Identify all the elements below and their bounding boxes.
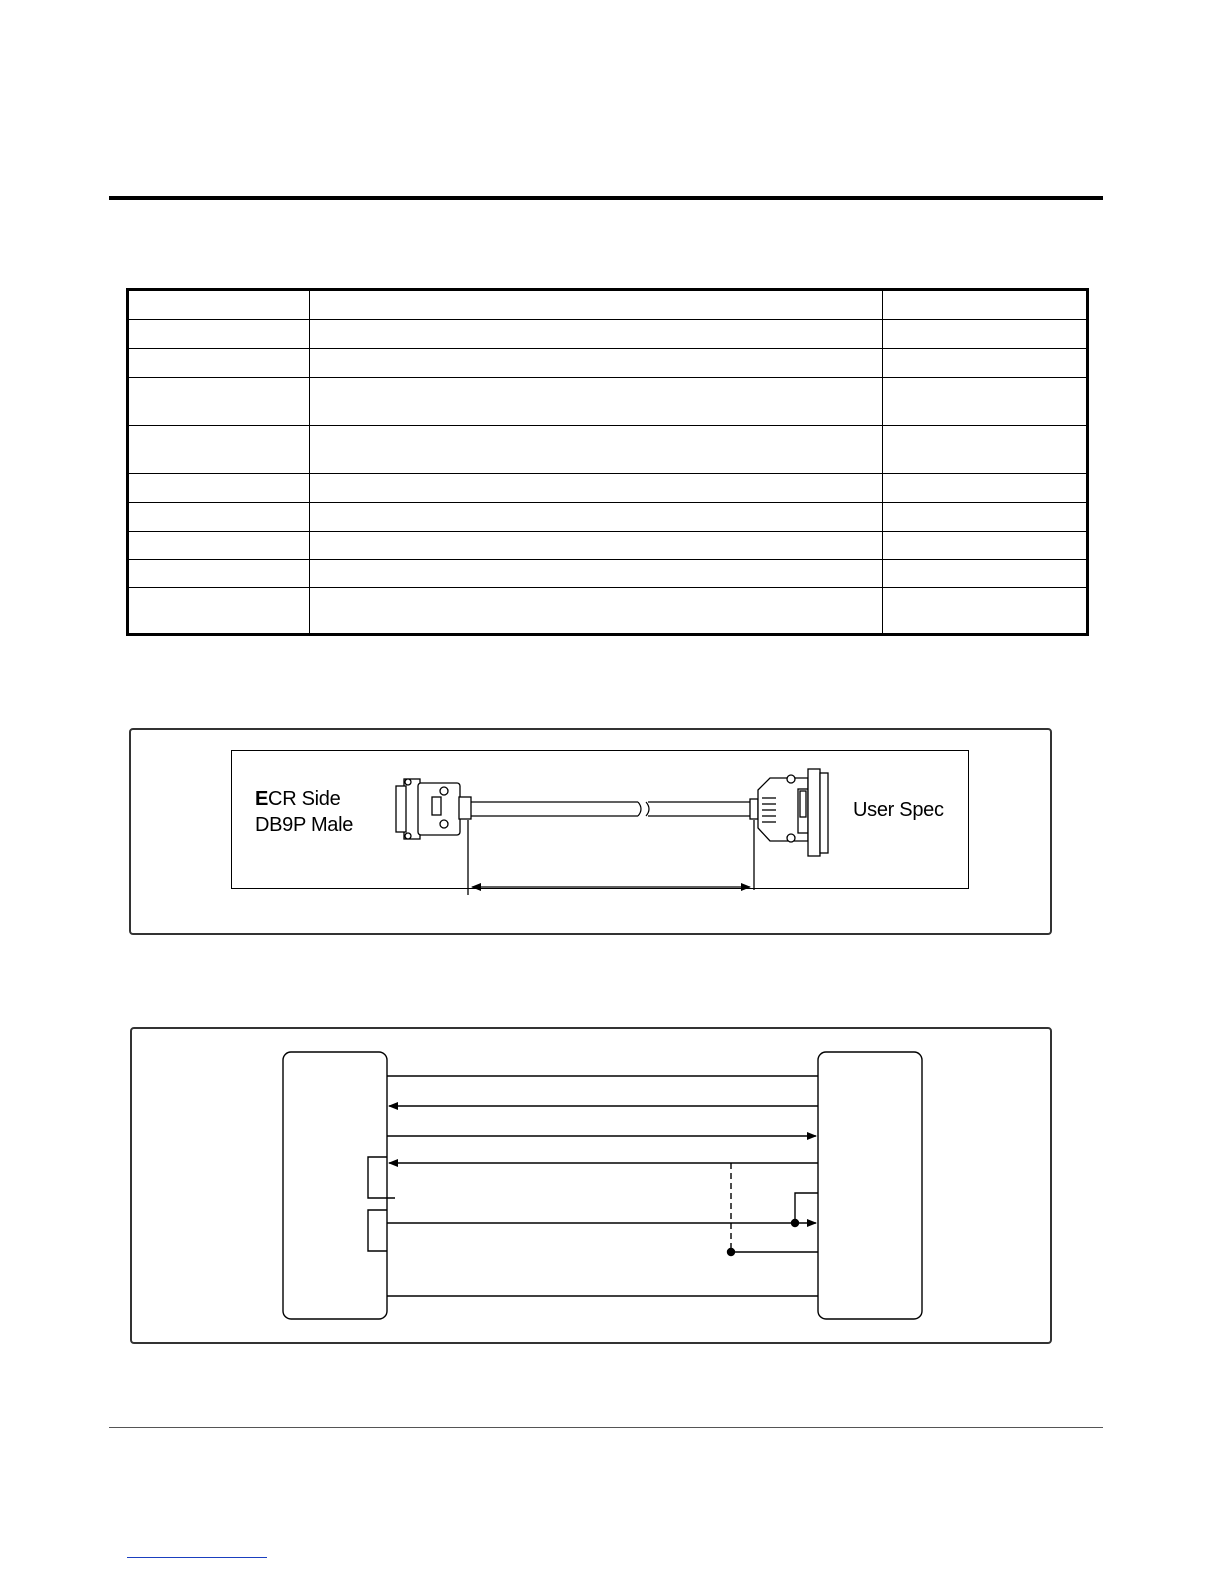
cable-line — [471, 802, 752, 816]
bottom-rule — [109, 1427, 1103, 1428]
cable-length-dimension — [468, 820, 754, 895]
wiring-panel — [130, 1027, 1052, 1344]
footer-link-underline[interactable] — [127, 1557, 267, 1558]
ecr-side-label: ECR Side — [255, 788, 341, 810]
user-spec-label: User Spec — [853, 799, 944, 821]
connector-type-label: DB9P Male — [255, 814, 354, 836]
db9-connector-icon — [396, 779, 471, 839]
db25-connector-icon — [750, 769, 828, 856]
